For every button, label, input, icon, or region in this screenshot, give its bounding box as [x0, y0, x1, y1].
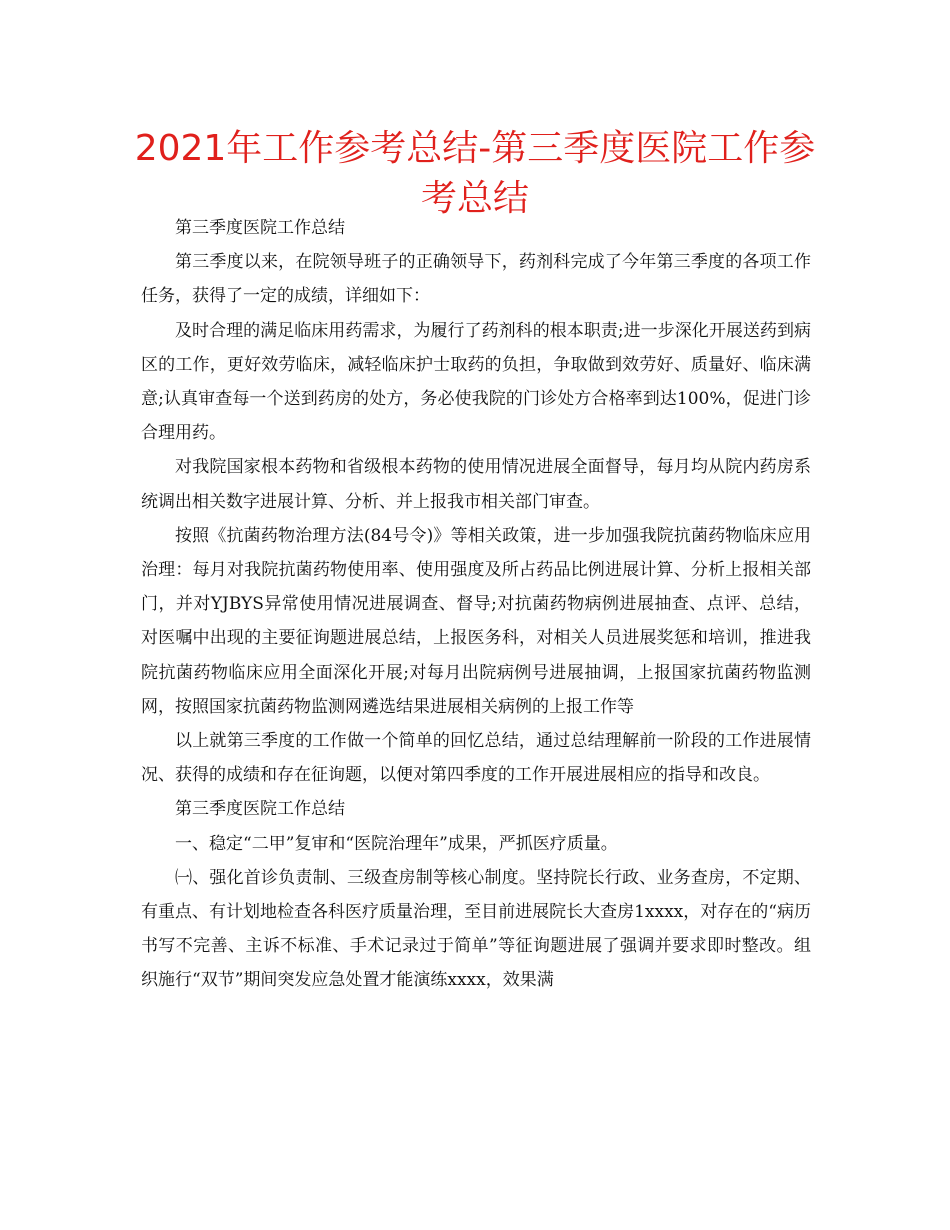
paragraph: 及时合理的满足临床用药需求，为履行了药剂科的根本职责;进一步深化开展送药到病区的工作，更好效劳临床，减轻临床护士取药的负担，争取做到效劳好、质量好、临床满意;认真审查每一个送到药房的处方，务必使我院的门诊处方合格率到达100%，促进门诊合理用药。 — [141, 320, 811, 444]
document-title: 2021年工作参考总结-第三季度医院工作参考总结 — [134, 128, 816, 219]
paragraph: 按照《抗菌药物治理方法(84号令)》等相关政策，进一步加强我院抗菌药物临床应用治理：每月对我院抗菌药物使用率、使用强度及所占药品比例进展计算、分析上报相关部门，并对YJBYS异常使用情况进展调查、督导;对抗菌药物病例进展抽查、点评、总结，对医嘱中出现的主要征询题进展总结，上报医务科，对相关人员进展奖惩和培训，推进我院抗菌药物临床应用全面深化开展;对每月出院病例号进展抽调，上报国家抗菌药物监测网，按照国家抗菌药物监测网遴选结果进展相关病例的上报工作等 — [141, 525, 811, 717]
paragraph: 第三季度以来，在院领导班子的正确领导下，药剂科完成了今年第三季度的各项工作任务，获得了一定的成绩，详细如下： — [141, 252, 811, 307]
section-heading: 第三季度医院工作总结 — [175, 799, 345, 820]
document-body — [141, 211, 811, 998]
paragraph: 一、稳定“二甲”复审和“医院治理年”成果，严抓医疗质量。 — [175, 833, 618, 854]
section-heading: 第三季度医院工作总结 — [175, 218, 345, 238]
paragraph: 对我院国家根本药物和省级根本药物的使用情况进展全面督导，每月均从院内药房系统调出相关数字进展计算、分析、并上报我市相关部门审查。 — [141, 457, 811, 512]
paragraph: ㈠、强化首诊负责制、三级查房制等核心制度。坚持院长行政、业务查房，不定期、有重点、有计划地检查各科医疗质量治理，至目前进展院长大查房1xxxx，对存在的“病历书写不完善、主诉不标准、手术记录过于简单”等征询题进展了强调并要求即时整改。组织施行“双节”期间突发应急处置才能演练xxxx，效果满 — [141, 867, 811, 991]
paragraph: 以上就第三季度的工作做一个简单的回忆总结，通过总结理解前一阶段的工作进展情况、获得的成绩和存在征询题，以便对第四季度的工作开展进展相应的指导和改良。 — [141, 731, 811, 786]
